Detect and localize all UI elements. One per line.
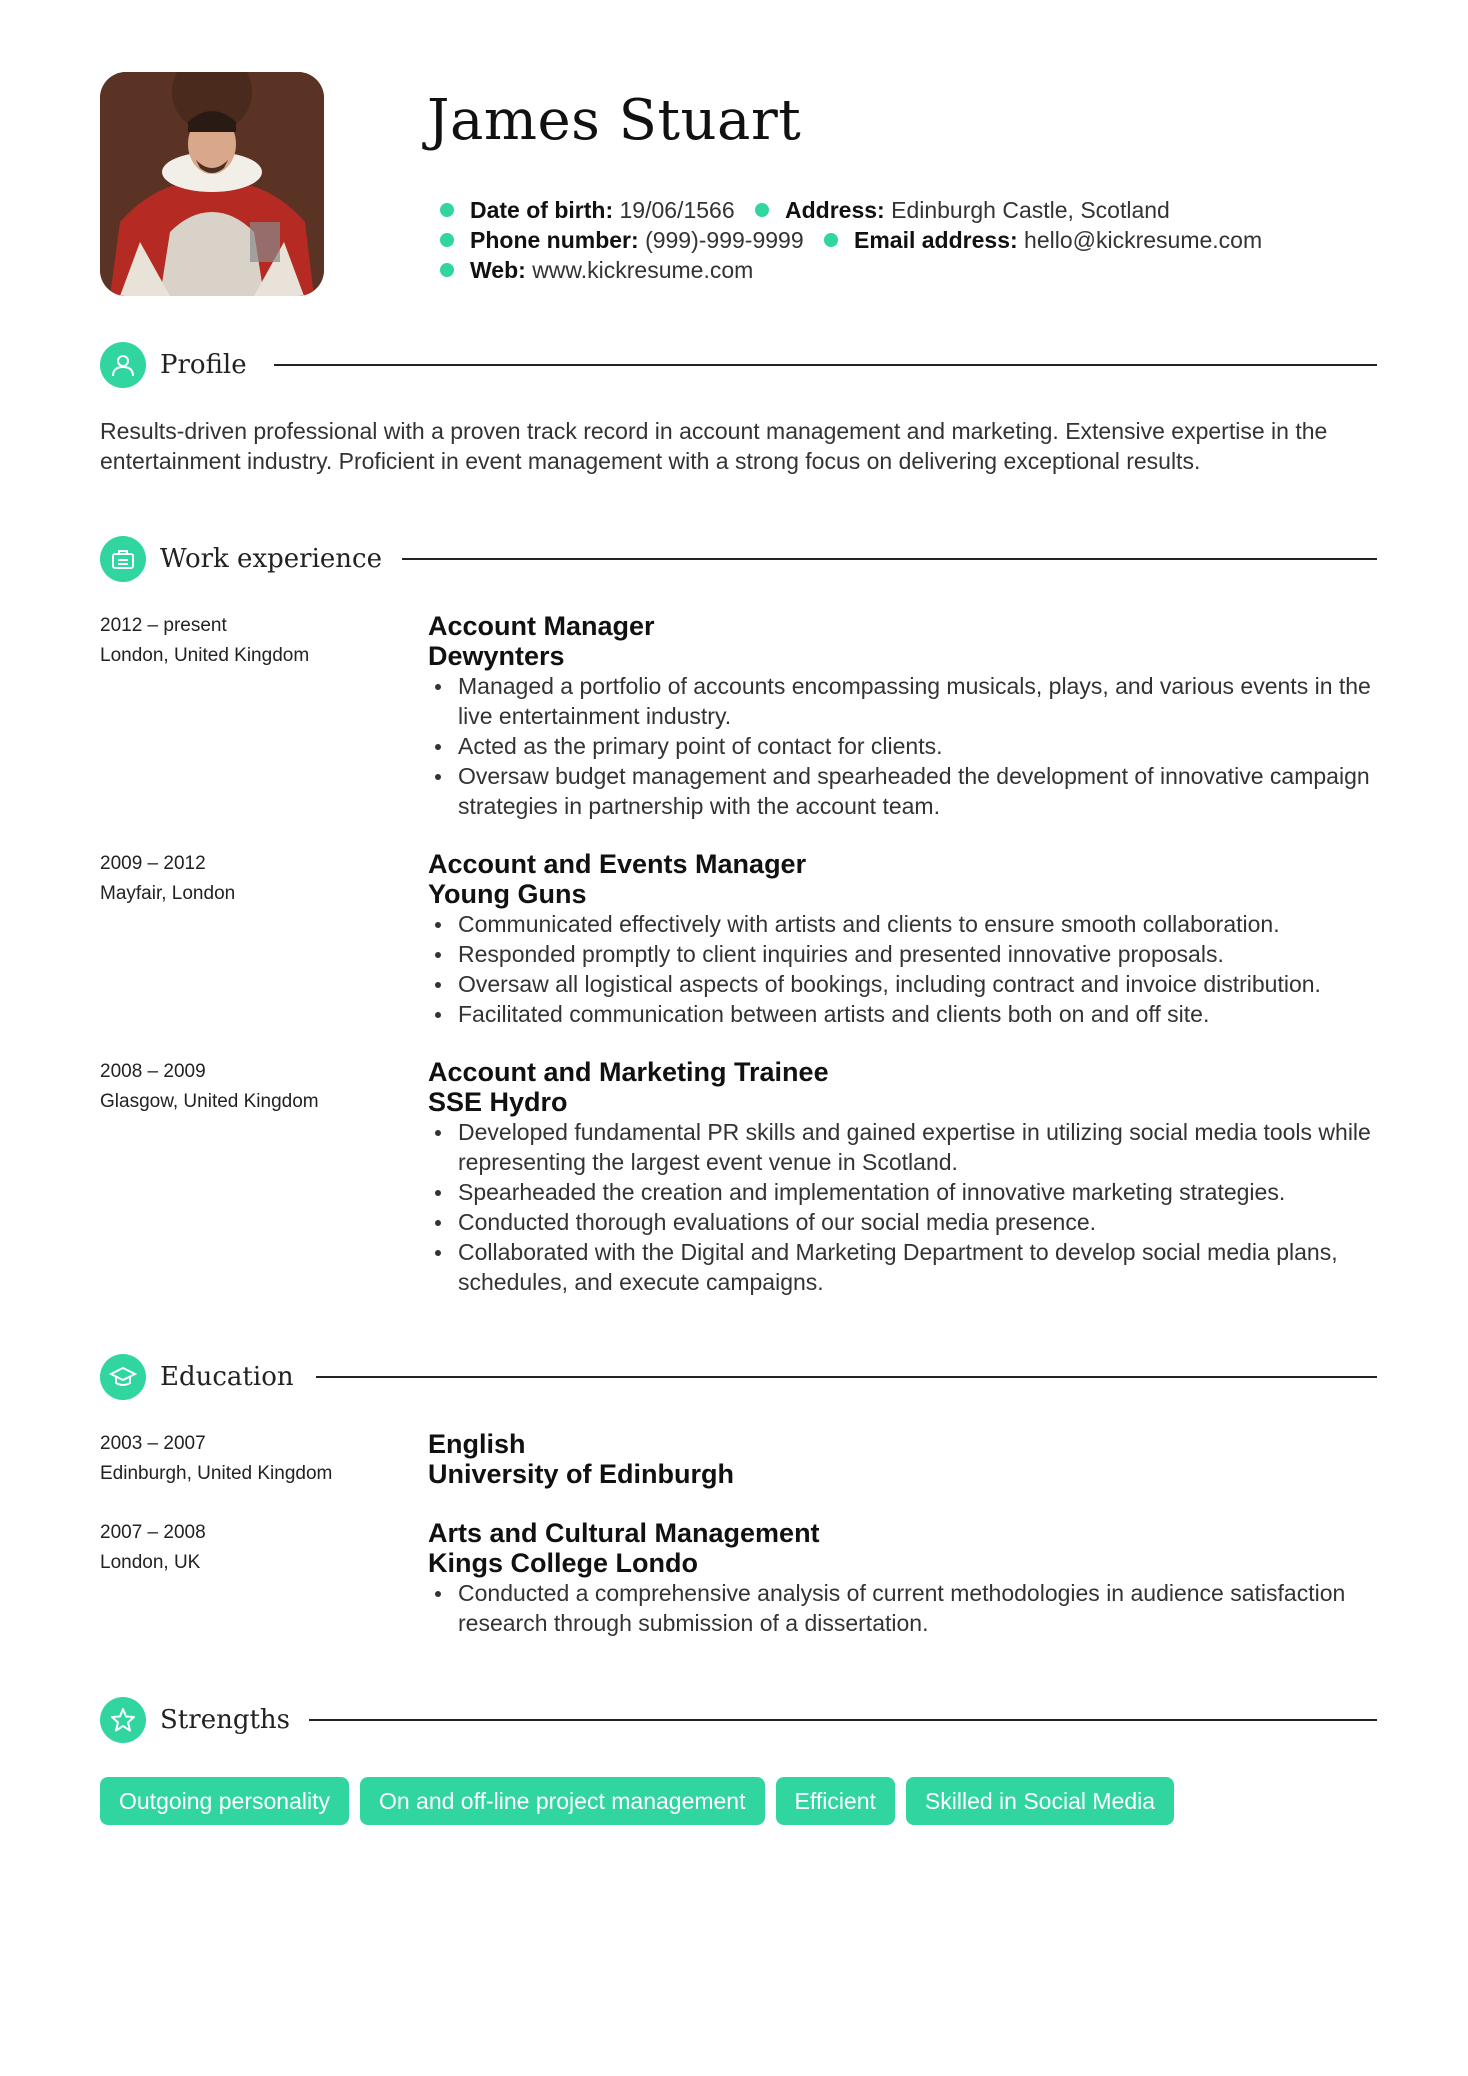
section-title: Education [160,1362,294,1392]
portrait-image [100,72,324,296]
bullet-dot-icon [824,233,838,247]
bullet-list [428,1117,1388,1297]
list-item: Responded promptly to client inquiries and presented innovative proposals. [428,939,1388,969]
section-divider [316,1376,1377,1378]
candidate-name: James Stuart [427,88,802,153]
degree-title: English [428,1429,526,1459]
star-icon [100,1697,146,1743]
company-name: SSE Hydro [428,1087,568,1117]
list-item: Developed fundamental PR skills and gained expertise in utilizing social media tools while representing the largest event venue in Scotland. [428,1117,1388,1177]
contact-label: Date of birth: [470,197,614,223]
contact-address [755,195,1170,225]
company-name: Dewynters [428,641,565,671]
institution-name: Kings College Londo [428,1548,698,1578]
institution-name: University of Edinburgh [428,1459,735,1489]
profile-summary: Results-driven professional with a proven track record in account management and marketing. Extensive expertise in the entertainment industry. Proficient in event management with a strong focus on delivering exceptional results. [100,418,1328,474]
contact-value: hello@kickresume.com [1024,227,1263,253]
entry-location: London, UK [100,1552,201,1573]
entry-dates: 2003 – 2007 [100,1433,206,1454]
section-divider [309,1719,1377,1721]
bullet-list [428,1578,1388,1638]
contact-label: Address: [785,197,885,223]
strength-tag: Efficient [776,1777,895,1825]
entry-meta [100,611,400,671]
contact-label: Email address: [854,227,1018,253]
person-icon [100,342,146,388]
graduation-cap-icon [100,1354,146,1400]
contact-email [824,225,1262,255]
entry-dates: 2012 – present [100,615,227,636]
job-title: Account and Events Manager [428,849,807,879]
entry-meta [100,1057,400,1117]
bullet-dot-icon [440,263,454,277]
contact-label: Web: [470,257,526,283]
list-item: Managed a portfolio of accounts encompassing musicals, plays, and various events in the live entertainment industry. [428,671,1388,731]
entry-body [428,1518,1388,1638]
contact-line [440,255,1276,285]
profile-photo [100,72,324,296]
job-title: Account Manager [428,611,655,641]
entry-dates: 2008 – 2009 [100,1061,206,1082]
strength-tag: On and off-line project management [360,1777,765,1825]
section-title: Profile [160,350,247,380]
entry-location: Edinburgh, United Kingdom [100,1463,333,1484]
contact-line [440,195,1276,225]
bullet-list [428,909,1388,1029]
entry-body [428,1057,1388,1297]
entry-body [428,849,1388,1029]
strength-tag: Outgoing personality [100,1777,349,1825]
contact-value: Edinburgh Castle, Scotland [891,197,1170,223]
section-profile-header [100,342,1377,388]
list-item: Acted as the primary point of contact for clients. [428,731,1388,761]
list-item: Communicated effectively with artists and clients to ensure smooth collaboration. [428,909,1388,939]
entry-meta [100,1429,400,1489]
contact-value: 19/06/1566 [619,197,735,223]
entry-meta [100,849,400,909]
entry-body [428,611,1388,821]
list-item: Collaborated with the Digital and Marketing Department to develop social media plans, schedules, and execute campaigns. [428,1237,1388,1297]
bullet-list [428,671,1388,821]
briefcase-icon [100,536,146,582]
entry-dates: 2007 – 2008 [100,1522,206,1543]
section-title: Strengths [160,1705,290,1735]
contact-value: www.kickresume.com [532,257,754,283]
section-divider [274,364,1377,366]
list-item: Oversaw all logistical aspects of bookings, including contract and invoice distribution. [428,969,1388,999]
section-work-header [100,536,1377,582]
list-item: Conducted thorough evaluations of our social media presence. [428,1207,1388,1237]
contact-label: Phone number: [470,227,639,253]
section-title: Work experience [160,544,382,574]
list-item: Conducted a comprehensive analysis of current methodologies in audience satisfaction research through submission of a dissertation. [428,1578,1388,1638]
section-strengths-header [100,1697,1377,1743]
degree-title: Arts and Cultural Management [428,1518,820,1548]
job-title: Account and Marketing Trainee [428,1057,829,1087]
contact-line [440,225,1276,255]
entry-dates: 2009 – 2012 [100,853,206,874]
bullet-dot-icon [755,203,769,217]
list-item: Facilitated communication between artists and clients both on and off site. [428,999,1388,1029]
entry-location: London, United Kingdom [100,645,310,666]
contact-date-of-birth [440,195,735,225]
bullet-dot-icon [440,203,454,217]
strength-tag: Skilled in Social Media [906,1777,1174,1825]
list-item: Oversaw budget management and spearheaded the development of innovative campaign strategies in partnership with the account team. [428,761,1388,821]
strength-tags [100,1777,1174,1825]
contact-web [440,255,753,285]
entry-meta [100,1518,400,1578]
contact-value: (999)-999-9999 [645,227,804,253]
company-name: Young Guns [428,879,587,909]
contact-info [440,195,1276,285]
section-education-header [100,1354,1377,1400]
entry-location: Glasgow, United Kingdom [100,1091,319,1112]
entry-body [428,1429,1388,1489]
entry-location: Mayfair, London [100,883,236,904]
list-item: Spearheaded the creation and implementation of innovative marketing strategies. [428,1177,1388,1207]
contact-phone [440,225,804,255]
section-divider [402,558,1377,560]
bullet-dot-icon [440,233,454,247]
